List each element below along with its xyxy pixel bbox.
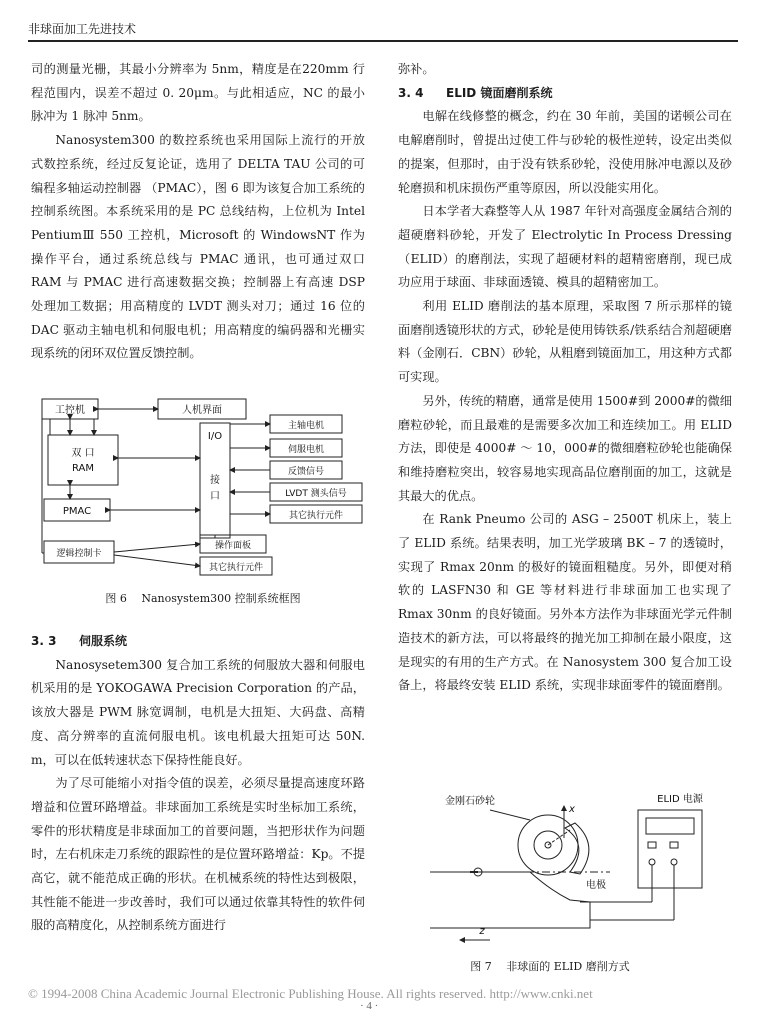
figure-7-caption: 图 7 非球面的 ELID 磨削方式 <box>470 960 630 973</box>
fig7-x-label: x <box>569 804 575 815</box>
fig7-electrode-label: 电极 <box>586 880 606 891</box>
fig6-pmac: PMAC <box>62 506 92 517</box>
fig6-interface-2: 口 <box>210 491 220 502</box>
figure-6-diagram <box>40 393 366 583</box>
right-column <box>398 58 732 698</box>
right-paragraph-1: 弥补。 <box>398 62 435 76</box>
left-paragraph-4: 为了尽可能缩小对指令值的误差，必须尽量提高速度环路增益和位置环路增益。非球面加工系统是实时坐标加工系统，零件的形状精度是非球面加工的首要问题，当把形状作为问题时，左右机床走刀系统的跟踪性的是位置环路增益：Kp。不提高它，就不能范成正确的形状。在机械系统的特性达到极限，其性能不能进一步改善时，我们可以通过依靠其特性的软件伺服的高精度化，从控制系统方面进行 <box>31 776 365 933</box>
left-column-lower <box>31 630 365 938</box>
fig6-interface-1: 接 <box>210 475 220 486</box>
fig6-feedback: 反馈信号 <box>287 467 325 477</box>
fig6-io: I/O <box>207 431 223 442</box>
fig6-dpram-1: 双 口 <box>71 448 95 459</box>
fig6-logic: 逻辑控制卡 <box>56 549 102 559</box>
fig6-other2: 其它执行元件 <box>208 563 264 573</box>
right-paragraph-5: 另外，传统的精磨，通常是使用 1500#到 2000#的微细磨粒砂轮，而且最难的是需要多次加工和连续加工。用 ELID 方法，即使是 4000# ～ 10，000#的微细磨粒砂轮也能确保和维持磨粒突出，较容易地实现高品位磨削面的加工，这就是其最大的优点。 <box>398 393 732 503</box>
left-paragraph-3: Nanosysetem300 复合加工系统的伺服放大器和伺服电机采用的是 YOKOGAWA Precision Corporation 的产品，该放大器是 PWM 脉宽调制，电机是大扭矩、大码盘、高精度、高分辨率的直流伺服电机。该电机最大扭矩可达 50N. m，可以在低转速状态下保持性能良好。 <box>31 657 365 767</box>
fig6-servo: 伺服电机 <box>287 445 325 455</box>
left-column <box>31 58 365 366</box>
fig7-z-label: z <box>479 926 485 937</box>
right-paragraph-2: 电解在线修整的概念，约在 30 年前，美国的诺顿公司在电解磨削时，曾提出过使工件与砂轮的极性逆转，设定出类似的提案，但那时，由于没有铁系砂轮，没使用脉冲电源以及砂轮磨损和机床损伤严重等原因，所以没能实用化。 <box>398 109 732 195</box>
left-paragraph-1: 司的测量光栅，其最小分辨率为 5nm，精度是在220mm 行程范围内，误差不超过 0. 20μm。与此相适应，NC 的最小脉冲为 1 脉冲 5nm。 <box>31 62 365 124</box>
fig6-lvdt: LVDT 测头信号 <box>285 489 347 499</box>
fig6-dpram-2: RAM <box>71 463 95 474</box>
fig6-other1: 其它执行元件 <box>288 511 344 521</box>
right-paragraph-3: 日本学者大森整等人从 1987 年针对高强度金属结合剂的超硬磨料砂轮，开发了 Electrolytic In Process Dressing（ELID）的磨削法，实现了超硬材料的超精密磨削，现已成功应用于球面、非球面透镜、模具的超精密加工。 <box>398 204 732 290</box>
fig7-power-label: ELID 电源 <box>657 794 703 805</box>
left-paragraph-2: Nanosystem300 的数控系统也采用国际上流行的开放式数控系统，经过反复论证，选用了 DELTA TAU 公司的可编程多轴运动控制器 （PMAC），图 6 即为该复合加工系统的控制系统图。本系统采用的是 PC 总线结构，上位机为 Intel PentiumⅢ 550 工控机，Microsoft 的 WindowsNT 作为操作平台，通过系统总线与 PMAC 通讯，也可通过双口 RAM 与 PMAC 进行高速数据交换；控制器上有高速 DSP 处理加工数据；用高精度的 LVDT 测头对刀；通过 16 位的 DAC 驱动主轴电机和伺服电机；用高精度的编码器和光栅实现系统的闭环双位置反馈控制。 <box>31 133 365 361</box>
running-header: 非球面加工先进技术 <box>28 22 137 36</box>
header-rule <box>28 40 738 42</box>
section-3-3-heading: 3. 3 伺服系统 <box>31 634 128 648</box>
fig6-ipc: 工控机 <box>55 405 85 416</box>
right-paragraph-4: 利用 ELID 磨削法的基本原理，采取图 7 所示那样的镜面磨削透镜形状的方式，砂轮是使用铸铁系/铁系结合剂超硬磨料（金刚石．CBN）砂轮，从粗磨到镜面加工，用这种方式都可实现。 <box>398 299 732 385</box>
copyright-footer: © 1994-2008 China Academic Journal Electronic Publishing House. All rights reserved. http://www.cnki.net <box>28 986 593 1001</box>
fig6-spindle: 主轴电机 <box>287 421 325 431</box>
fig7-wheel-label: 金刚石砂轮 <box>445 796 495 807</box>
fig6-hmi: 人机界面 <box>182 405 222 416</box>
section-3-4-heading: 3. 4 ELID 镜面磨削系统 <box>398 85 553 100</box>
figure-6-caption: 图 6 Nanosystem300 控制系统框图 <box>105 592 301 605</box>
fig6-panel: 操作面板 <box>214 541 252 551</box>
right-paragraph-6: 在 Rank Pneumo 公司的 ASG – 2500T 机床上，装上了 ELID 系统。结果表明，加工光学玻璃 BK – 7 的透镜时，实现了 Rmax 20nm 的极好的镜面粗糙度。另外，即便对稍软的 LASFN30 和 GE 等材料进行非球面加工也实现了 Rmax 30nm 的良好镜面。另外本方法作为非球面光学元件制造技术的新方法，可以将最终的抛光加工抑制在最小限度，这是现实的有用的生产方式。在 Nanosystem 300 复合加工设备上，将最终安装 ELID 系统，实现非球面零件的镜面磨削。 <box>398 512 732 693</box>
figure-7-diagram <box>430 790 730 950</box>
page-number: · 4 · <box>360 1000 379 1012</box>
